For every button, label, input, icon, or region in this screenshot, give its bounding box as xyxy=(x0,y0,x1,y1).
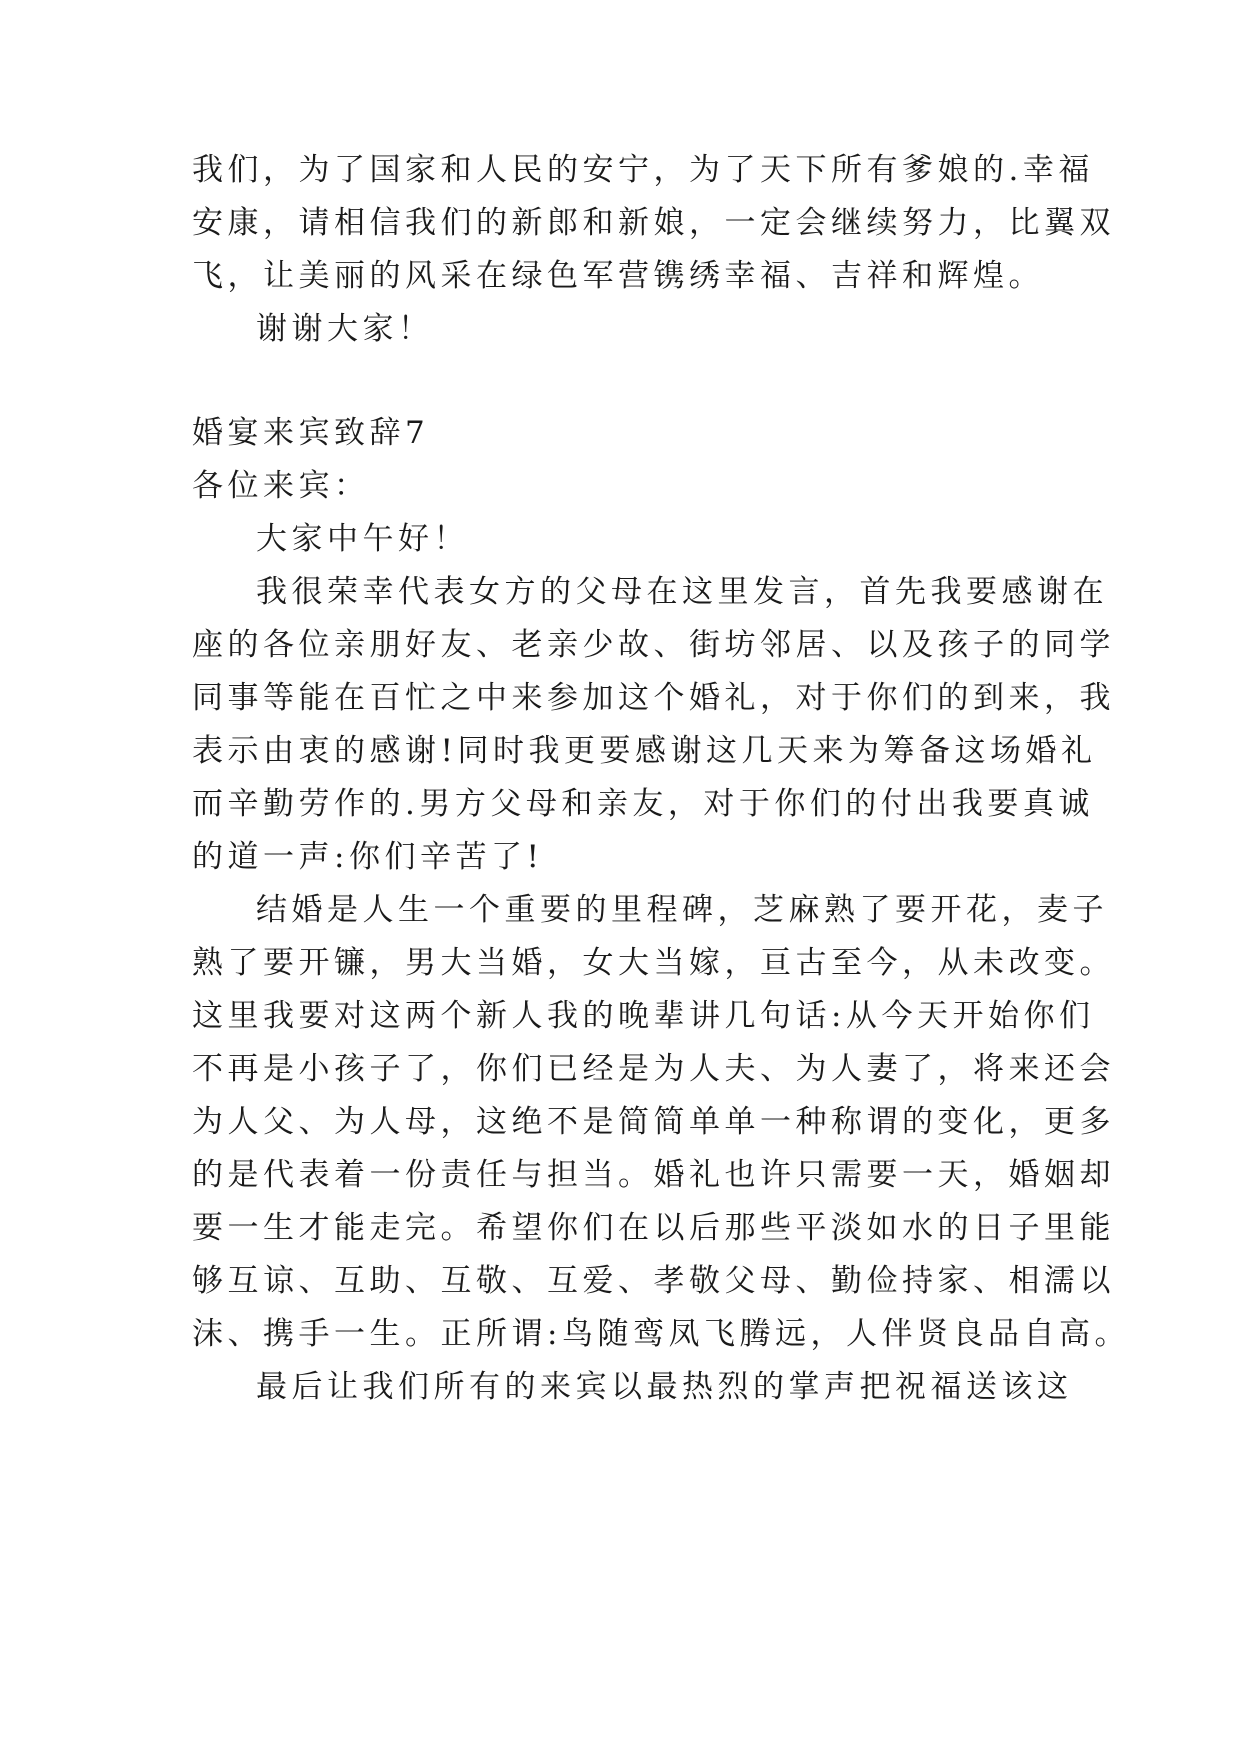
body-line: 结婚是人生一个重要的里程碑，芝麻熟了要开花，麦子 xyxy=(256,892,1108,928)
body-line: 座的各位亲朋好友、老亲少故、街坊邻居、以及孩子的同学 xyxy=(192,627,1115,663)
body-line: 最后让我们所有的来宾以最热烈的掌声把祝福送该这 xyxy=(256,1369,1073,1405)
body-line: 这里我要对这两个新人我的晚辈讲几句话:从今天开始你们 xyxy=(192,998,1095,1034)
salutation: 各位来宾： xyxy=(192,468,370,504)
body-line: 飞，让美丽的风采在绿色军营镌绣幸福、吉祥和辉煌。 xyxy=(192,258,1044,294)
body-line: 的是代表着一份责任与担当。婚礼也许只需要一天，婚姻却 xyxy=(192,1157,1115,1193)
body-line: 安康，请相信我们的新郎和新娘，一定会继续努力，比翼双 xyxy=(192,205,1115,241)
body-line: 熟了要开镰，男大当婚，女大当嫁，亘古至今，从未改变。 xyxy=(192,945,1115,981)
body-line: 的道一声:你们辛苦了! xyxy=(192,839,544,875)
body-line: 我很荣幸代表女方的父母在这里发言，首先我要感谢在 xyxy=(256,574,1108,610)
body-line: 我们，为了国家和人民的安宁，为了天下所有爹娘的.幸福 xyxy=(192,152,1094,188)
section-heading: 婚宴来宾致辞7 xyxy=(192,415,430,451)
body-line: 要一生才能走完。希望你们在以后那些平淡如水的日子里能 xyxy=(192,1210,1115,1246)
body-line: 而辛勤劳作的.男方父母和亲友，对于你们的付出我要真诚 xyxy=(192,786,1094,822)
body-line: 表示由衷的感谢!同时我更要感谢这几天来为筹备这场婚礼 xyxy=(192,733,1097,769)
body-line: 同事等能在百忙之中来参加这个婚礼，对于你们的到来，我 xyxy=(192,680,1115,716)
body-line: 为人父、为人母，这绝不是简简单单一种称谓的变化，更多 xyxy=(192,1104,1115,1140)
closing-line: 谢谢大家！ xyxy=(256,311,434,347)
body-line: 不再是小孩子了，你们已经是为人夫、为人妻了，将来还会 xyxy=(192,1051,1115,1087)
greeting-line: 大家中午好！ xyxy=(256,521,469,557)
body-line: 够互谅、互助、互敬、互爱、孝敬父母、勤俭持家、相濡以 xyxy=(192,1263,1115,1299)
body-line: 沫、携手一生。正所谓:鸟随鸾凤飞腾远，人伴贤良品自高。 xyxy=(192,1316,1130,1352)
